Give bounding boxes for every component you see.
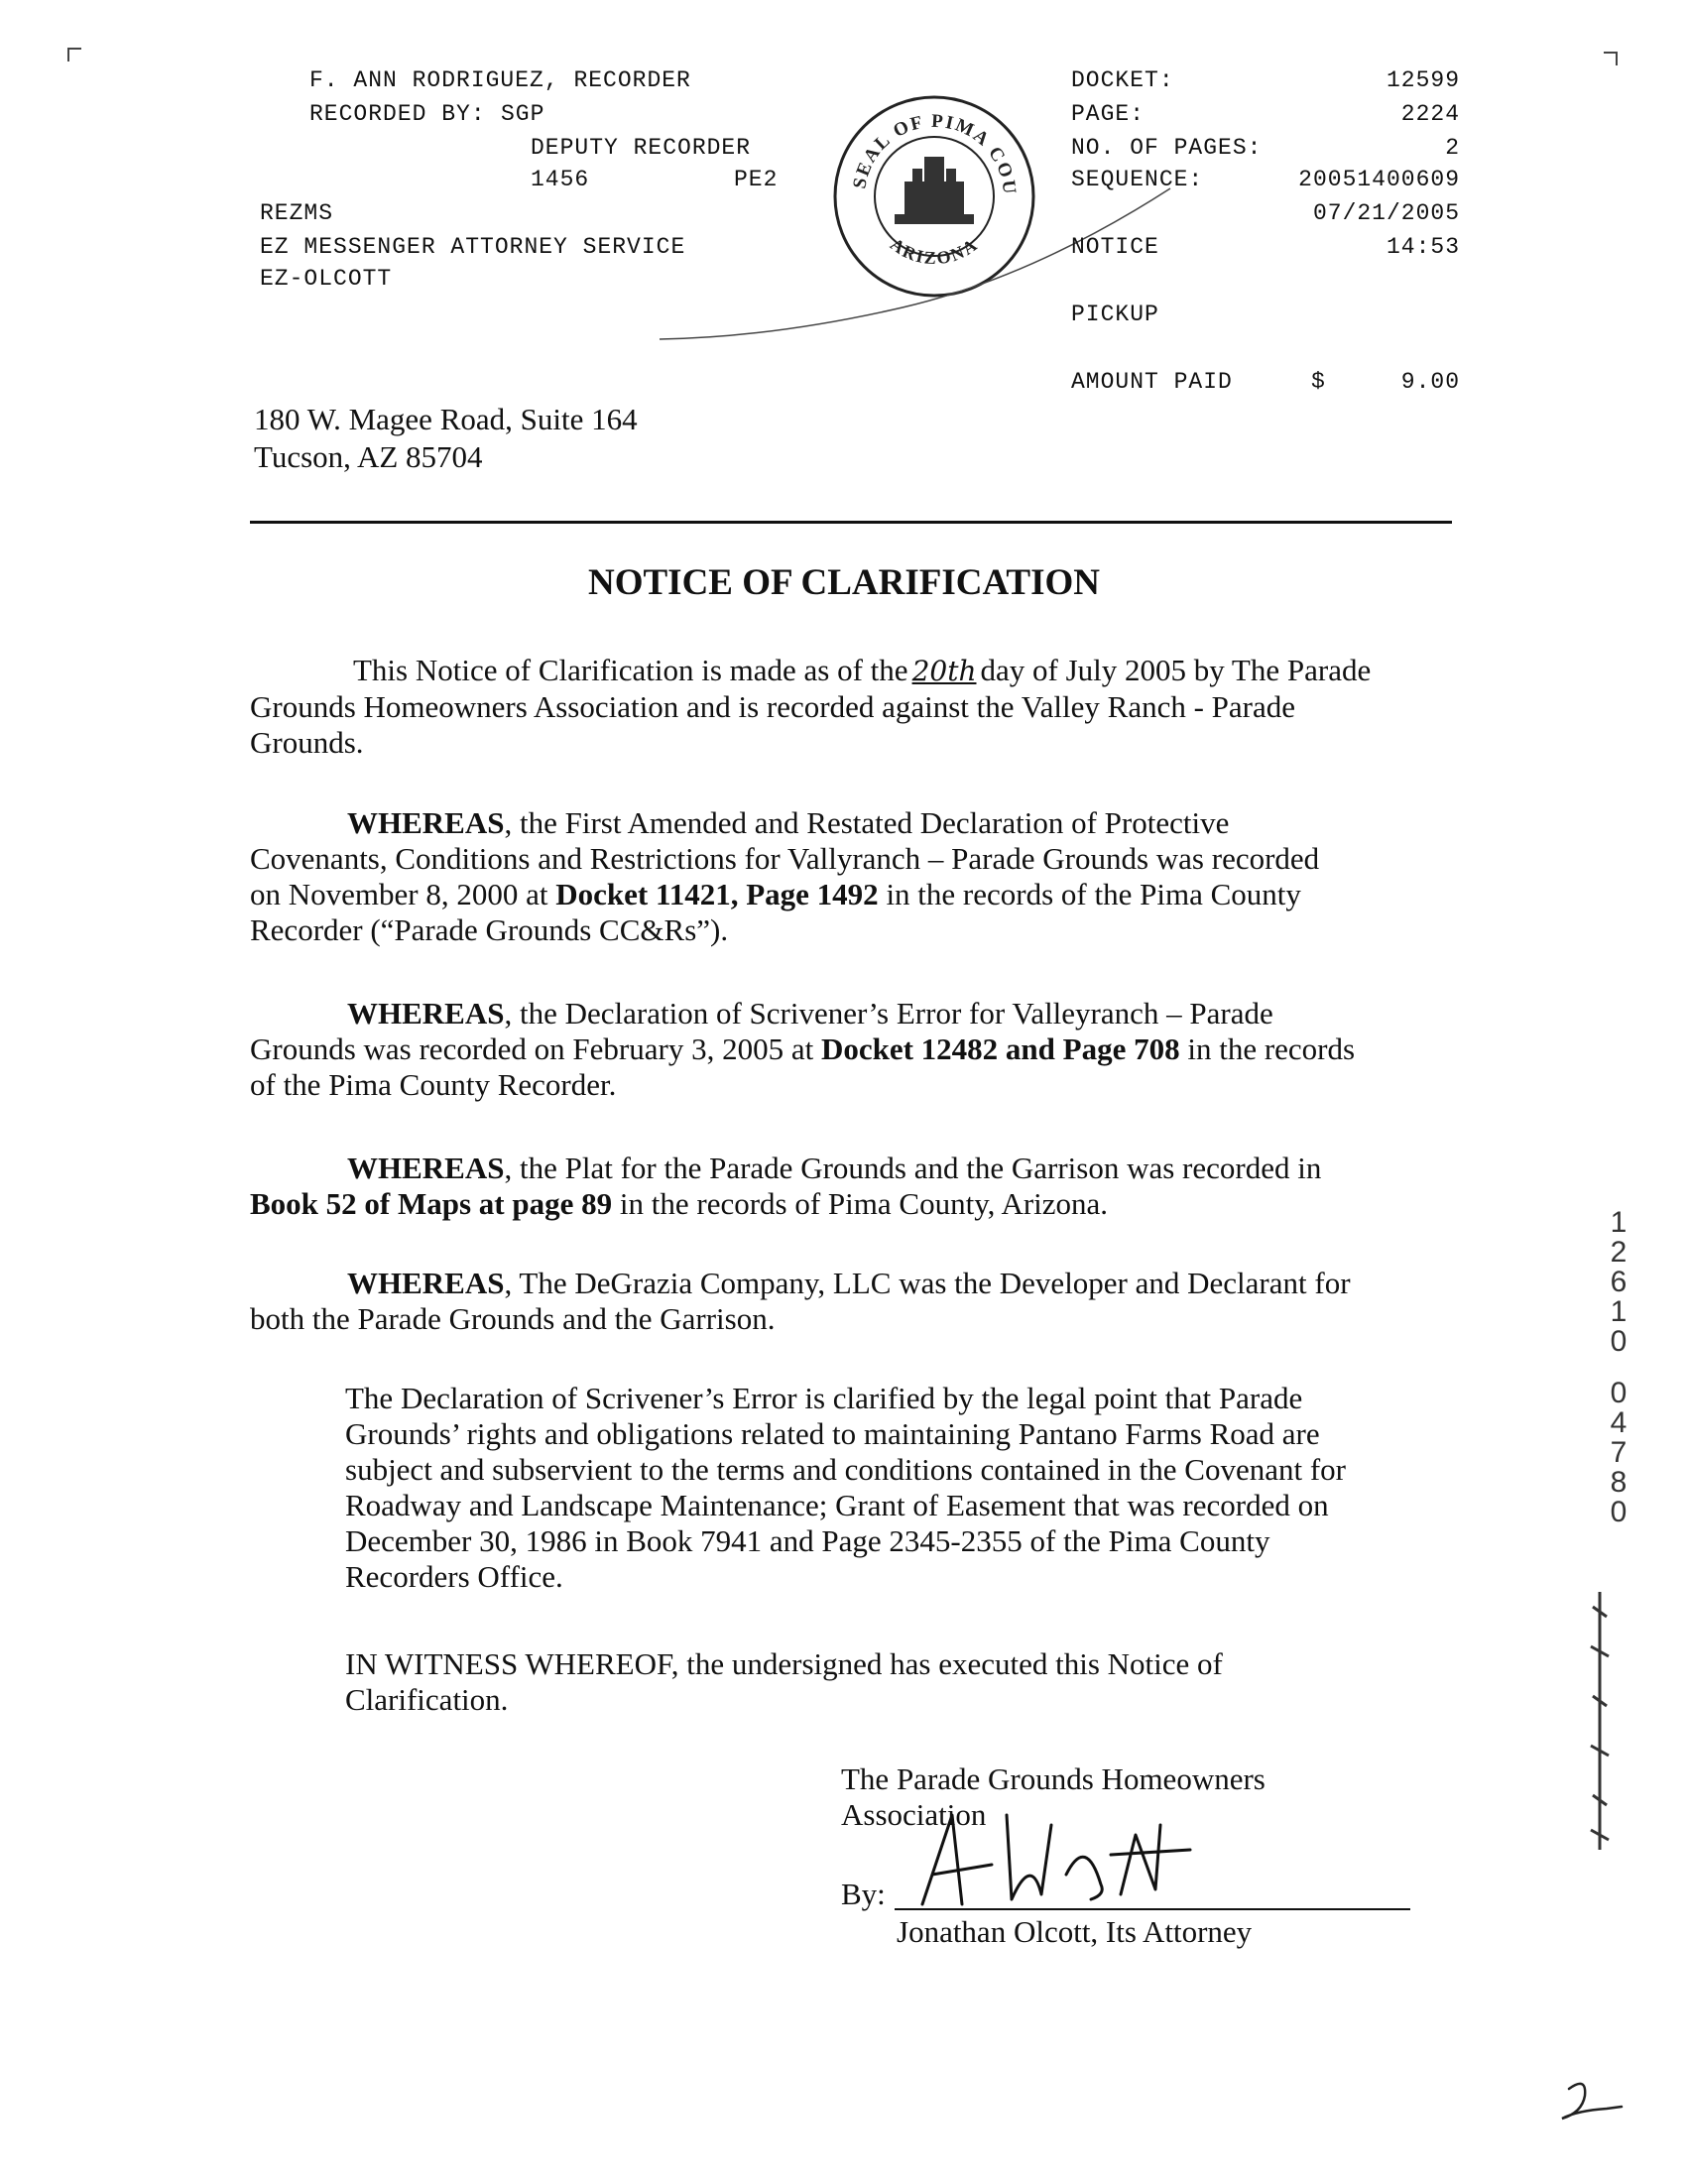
whereas-paragraph-3 bbox=[250, 1151, 1480, 1222]
clarification-line-4: Roadway and Landscape Maintenance; Grant of Easement that was recorded on bbox=[345, 1488, 1329, 1522]
margin-gap bbox=[1607, 1357, 1630, 1379]
whereas-2-line-2a: Grounds was recorded on February 3, 2005 at bbox=[250, 1031, 821, 1066]
margin-digit: 1 bbox=[1610, 1295, 1628, 1328]
recorder-code-2: PE2 bbox=[734, 167, 779, 192]
margin-digit: 1 bbox=[1610, 1206, 1628, 1239]
whereas-1-docket-ref: Docket 11421, Page 1492 bbox=[555, 877, 879, 911]
whereas-3-book-ref: Book 52 of Maps at page 89 bbox=[250, 1186, 613, 1221]
clarification-line-1: The Declaration of Scrivener’s Error is clarified by the legal point that Parade bbox=[345, 1381, 1303, 1415]
signature-org-line-1: The Parade Grounds Homeowners bbox=[841, 1761, 1266, 1796]
document-title: NOTICE OF CLARIFICATION bbox=[588, 562, 1100, 603]
return-address bbox=[254, 401, 638, 476]
messenger-service: EZ MESSENGER ATTORNEY SERVICE bbox=[260, 234, 686, 260]
whereas-3-line-1: , the Plat for the Parade Grounds and the Garrison was recorded in bbox=[504, 1151, 1322, 1185]
page-label: PAGE: bbox=[1071, 101, 1145, 127]
recorded-by-label: RECORDED BY: bbox=[309, 101, 486, 127]
margin-stamp-mark bbox=[1583, 1587, 1617, 1855]
scan-corner-mark-left bbox=[67, 48, 81, 61]
intro-paragraph bbox=[250, 653, 1480, 761]
deputy-recorder: DEPUTY RECORDER bbox=[531, 135, 752, 161]
whereas-2-label: WHEREAS bbox=[347, 996, 505, 1031]
margin-digit: 7 bbox=[1610, 1436, 1628, 1469]
clarification-line-3: subject and subservient to the terms and conditions contained in the Covenant for bbox=[345, 1452, 1346, 1487]
whereas-4-label: WHEREAS bbox=[347, 1266, 505, 1300]
handwritten-day: 20th bbox=[911, 655, 977, 687]
handwritten-signature bbox=[893, 1795, 1210, 1914]
whereas-2-docket-ref: Docket 12482 and Page 708 bbox=[820, 1031, 1180, 1066]
intro-text-b: day of July 2005 by The Parade bbox=[980, 653, 1372, 687]
recorder-name: F. ANN RODRIGUEZ, RECORDER bbox=[309, 67, 691, 93]
record-time: 14:53 bbox=[1386, 234, 1460, 260]
witness-paragraph bbox=[345, 1646, 1476, 1718]
record-date: 07/21/2005 bbox=[1312, 200, 1460, 226]
whereas-3-label: WHEREAS bbox=[347, 1151, 505, 1185]
currency-symbol: $ bbox=[1311, 369, 1326, 395]
ez-olcott: EZ-OLCOTT bbox=[260, 266, 393, 292]
seal-bottom-text: ARIZONA bbox=[886, 233, 983, 269]
clarification-line-5: December 30, 1986 in Book 7941 and Page 2345-2355 of the Pima County bbox=[345, 1523, 1270, 1558]
whereas-2-line-2c: in the records bbox=[1179, 1031, 1356, 1066]
address-line-2: Tucson, AZ 85704 bbox=[254, 439, 483, 474]
whereas-2-line-1: , the Declaration of Scrivener’s Error for Valleyranch – Parade bbox=[504, 996, 1273, 1031]
whereas-4-line-1: , The DeGrazia Company, LLC was the Developer and Declarant for bbox=[504, 1266, 1351, 1300]
margin-digit: 6 bbox=[1610, 1266, 1628, 1298]
whereas-1-line-1: , the First Amended and Restated Declaration of Protective bbox=[504, 805, 1230, 840]
amount-paid-label: AMOUNT PAID bbox=[1071, 369, 1233, 395]
recorded-by-value: SGP bbox=[501, 101, 545, 127]
whereas-paragraph-4 bbox=[250, 1266, 1480, 1337]
no-of-pages-value: 2 bbox=[1445, 135, 1460, 161]
whereas-paragraph-1 bbox=[250, 805, 1480, 948]
rezms-code: REZMS bbox=[260, 200, 334, 226]
clarification-line-6: Recorders Office. bbox=[345, 1559, 563, 1594]
margin-digit: 8 bbox=[1610, 1466, 1628, 1499]
whereas-3-line-2b: in the records of Pima County, Arizona. bbox=[612, 1186, 1109, 1221]
signature-by-label: By: bbox=[841, 1877, 886, 1911]
sequence-label: SEQUENCE: bbox=[1071, 167, 1204, 192]
address-line-1: 180 W. Magee Road, Suite 164 bbox=[254, 402, 638, 436]
docket-value: 12599 bbox=[1386, 67, 1460, 93]
recorder-code-1: 1456 bbox=[531, 167, 590, 192]
whereas-2-line-3: of the Pima County Recorder. bbox=[250, 1067, 617, 1102]
witness-line-1: IN WITNESS WHEREOF, the undersigned has executed this Notice of bbox=[345, 1646, 1223, 1681]
whereas-1-line-3c: in the records of the Pima County bbox=[878, 877, 1301, 911]
scan-corner-mark-right bbox=[1604, 52, 1618, 65]
margin-digit: 0 bbox=[1610, 1325, 1628, 1358]
page-value: 2224 bbox=[1400, 101, 1460, 127]
signatory-name: Jonathan Olcott, Its Attorney bbox=[897, 1914, 1253, 1949]
header-divider bbox=[250, 521, 1452, 524]
intro-text-a: This Notice of Clarification is made as of the bbox=[353, 653, 908, 687]
clarification-paragraph bbox=[345, 1381, 1476, 1595]
handwritten-page-mark bbox=[1547, 2071, 1627, 2130]
no-of-pages-label: NO. OF PAGES: bbox=[1071, 135, 1263, 161]
intro-line-3: Grounds. bbox=[250, 725, 364, 760]
margin-document-number bbox=[1607, 1208, 1630, 1527]
sequence-value: 20051400609 bbox=[1298, 167, 1460, 192]
intro-line-2: Grounds Homeowners Association and is recorded against the Valley Ranch - Parade bbox=[250, 689, 1296, 724]
notice-label: NOTICE bbox=[1071, 234, 1159, 260]
whereas-1-line-4: Recorder (“Parade Grounds CC&Rs”). bbox=[250, 912, 729, 947]
margin-digit: 2 bbox=[1610, 1236, 1628, 1269]
pickup-label: PICKUP bbox=[1071, 302, 1159, 327]
docket-label: DOCKET: bbox=[1071, 67, 1174, 93]
whereas-1-line-2: Covenants, Conditions and Restrictions for Vallyranch – Parade Grounds was recorded bbox=[250, 841, 1320, 876]
witness-line-2: Clarification. bbox=[345, 1682, 509, 1717]
whereas-1-line-3a: on November 8, 2000 at bbox=[250, 877, 556, 911]
amount-paid-value: 9.00 bbox=[1400, 369, 1460, 395]
signature-org-line-2: Association bbox=[841, 1797, 987, 1832]
margin-digit: 4 bbox=[1610, 1406, 1628, 1439]
whereas-1-label: WHEREAS bbox=[347, 805, 505, 840]
whereas-4-line-2: both the Parade Grounds and the Garrison. bbox=[250, 1301, 776, 1336]
whereas-paragraph-2 bbox=[250, 996, 1480, 1103]
seal-top-text: SEAL OF PIMA COU bbox=[849, 110, 1021, 197]
margin-digit: 0 bbox=[1610, 1496, 1628, 1528]
margin-digit: 0 bbox=[1610, 1377, 1628, 1409]
clarification-line-2: Grounds’ rights and obligations related to maintaining Pantano Farms Road are bbox=[345, 1416, 1320, 1451]
